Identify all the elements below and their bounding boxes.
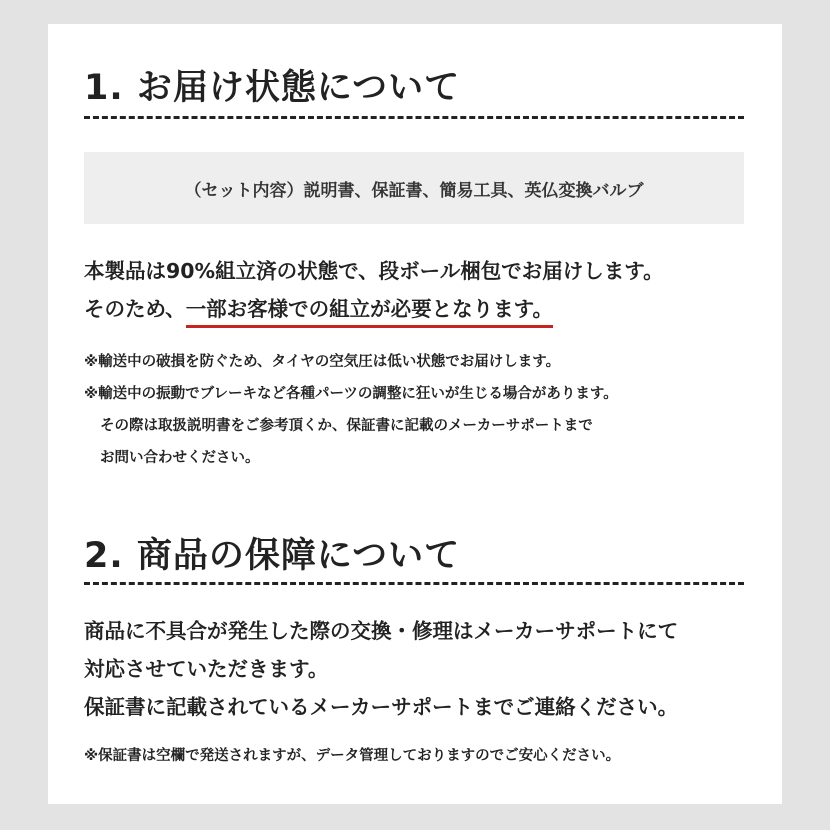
- set-contents-box: [84, 152, 744, 224]
- vibration-note-line-2: その際は取扱説明書をご参考頂くか、保証書に記載のメーカーサポートまで: [100, 418, 593, 434]
- delivery-paragraph: [84, 252, 664, 328]
- section-heading-warranty: 2. 商品の保障について: [84, 536, 461, 576]
- warranty-line-3: 保証書に記載されているメーカーサポートまでご連絡ください。: [84, 695, 679, 719]
- vibration-note-line-3: お問い合わせください。: [100, 450, 260, 466]
- heading-divider: [84, 582, 744, 585]
- set-contents-text: （セット内容）説明書、保証書、簡易工具、英仏変換バルブ: [184, 180, 644, 201]
- vibration-note-line-1: ※輸送中の振動でブレーキなど各種パーツの調整に狂いが生じる場合があります。: [84, 386, 618, 402]
- warranty-line-1: 商品に不具合が発生した際の交換・修理はメーカーサポートにて: [84, 619, 679, 643]
- delivery-line-1: 本製品は90%組立済の状態で、段ボール梱包でお届けします。: [84, 259, 664, 283]
- warranty-paragraph: [84, 612, 678, 726]
- delivery-line-2-prefix: そのため、: [84, 297, 186, 321]
- warranty-line-2: 対応させていただきます。: [84, 657, 329, 681]
- tire-pressure-note: ※輸送中の破損を防ぐため、タイヤの空気圧は低い状態でお届けします。: [84, 354, 561, 370]
- assembly-required-emphasis: 一部お客様での組立が必要となります。: [186, 297, 553, 328]
- warranty-note: ※保証書は空欄で発送されますが、データ管理しておりますのでご安心ください。: [84, 748, 621, 764]
- content-card: [48, 24, 782, 804]
- delivery-notes: [84, 346, 618, 474]
- heading-divider: [84, 116, 744, 119]
- section-heading-delivery: 1. お届け状態について: [84, 68, 461, 108]
